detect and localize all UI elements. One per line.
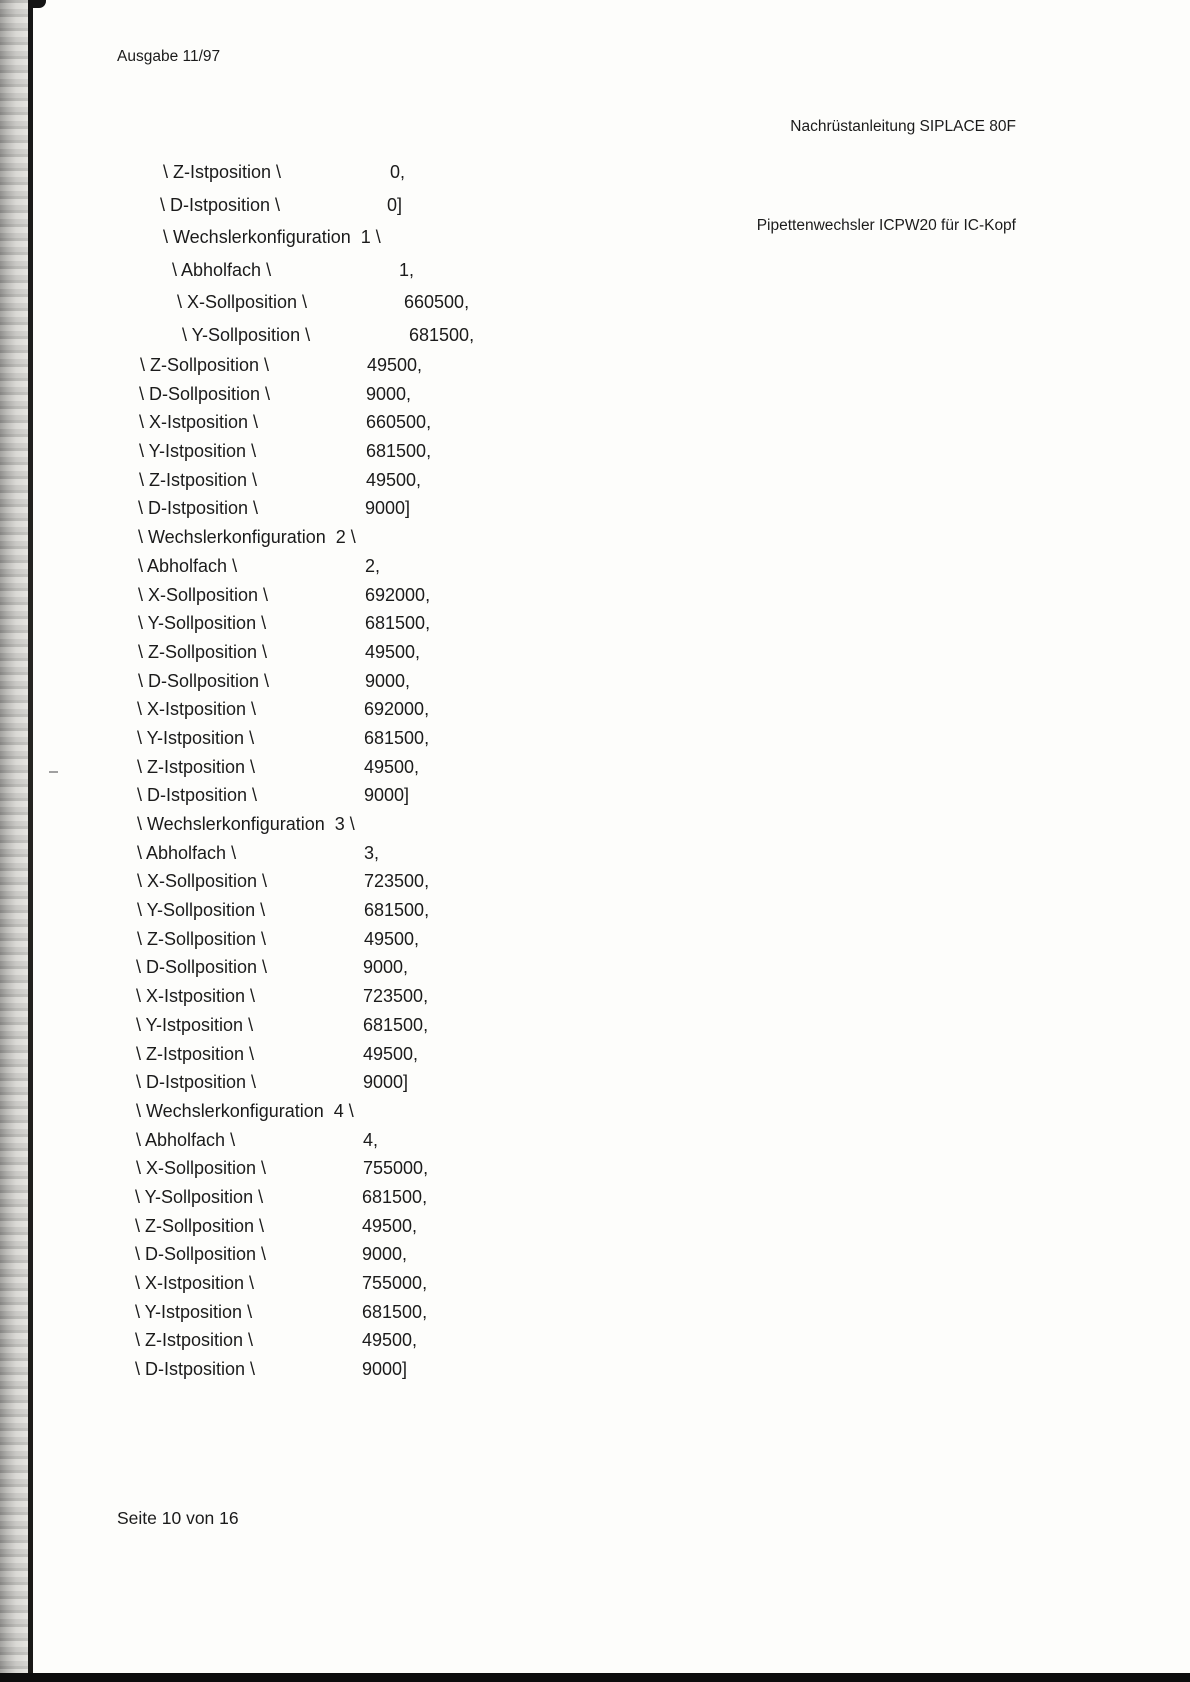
listing-line <box>135 1298 474 1327</box>
listing-line <box>135 156 474 189</box>
line-label: \ D-Istposition \ <box>137 785 258 806</box>
line-label: \ D-Sollposition \ <box>139 383 271 404</box>
listing-line <box>135 810 474 839</box>
listing-line <box>135 408 474 437</box>
listing-line <box>135 638 474 667</box>
line-value: 692000, <box>365 584 431 605</box>
line-label: \ X-Sollposition \ <box>136 1158 267 1179</box>
line-label: \ Z-Sollposition \ <box>135 1215 265 1236</box>
header-edition-label: Ausgabe 11/97 <box>117 48 221 65</box>
listing-line <box>135 896 474 925</box>
line-value: 681500, <box>362 1301 428 1322</box>
line-label: \ D-Sollposition \ <box>135 1244 267 1265</box>
line-value: 4, <box>363 1129 379 1150</box>
scan-edge-line <box>28 0 33 1682</box>
line-label: \ D-Sollposition \ <box>136 957 268 978</box>
line-label: \ Y-Istposition \ <box>137 727 255 748</box>
line-label: \ D-Istposition \ <box>138 498 259 519</box>
line-label: \ Z-Istposition \ <box>139 469 258 490</box>
line-value: 660500, <box>404 292 470 312</box>
listing-line <box>135 1326 474 1355</box>
listing-line <box>135 466 474 495</box>
listing-line <box>135 753 474 782</box>
line-label: \ Y-Istposition \ <box>135 1301 253 1322</box>
line-value: 692000, <box>364 699 430 720</box>
listing-line <box>135 1269 474 1298</box>
scan-corner-blob <box>29 0 46 8</box>
line-label: \ Wechslerkonfiguration 1 \ <box>163 227 381 247</box>
listing-line <box>135 221 474 254</box>
line-value: 681500, <box>364 727 430 748</box>
line-value: 681500, <box>409 324 475 345</box>
line-label: \ Z-Sollposition \ <box>137 928 267 949</box>
listing-line <box>135 1068 474 1097</box>
line-value: 49500, <box>366 469 422 490</box>
line-label: \ Y-Sollposition \ <box>138 613 267 634</box>
line-value: 755000, <box>362 1273 428 1293</box>
line-label: \ Z-Istposition \ <box>135 1330 254 1351</box>
listing-line <box>135 380 474 409</box>
listing-line <box>135 1097 474 1126</box>
line-label: \ D-Istposition \ <box>160 194 281 215</box>
line-label: \ Z-Istposition \ <box>137 756 256 777</box>
listing-line <box>135 1355 474 1384</box>
page-number: Seite 10 von 16 <box>117 1508 239 1528</box>
listing-line <box>135 953 474 982</box>
scan-edge-band <box>0 0 28 1682</box>
line-label: \ Z-Sollposition \ <box>138 641 268 662</box>
line-label: \ X-Istposition \ <box>135 1273 255 1293</box>
listing-line <box>135 867 474 896</box>
listing-line <box>135 1154 474 1183</box>
line-value: 3, <box>364 842 380 863</box>
line-value: 49500, <box>362 1215 418 1236</box>
listing-line <box>135 609 474 638</box>
line-label: \ X-Istposition \ <box>137 699 257 720</box>
line-value: 49500, <box>364 928 420 949</box>
listing-line <box>135 1183 474 1212</box>
line-label: \ Y-Istposition \ <box>139 441 257 462</box>
line-label: \ X-Sollposition \ <box>137 871 268 892</box>
line-value: 9000] <box>365 498 411 519</box>
line-value: 660500, <box>366 412 432 433</box>
line-label: \ Z-Istposition \ <box>136 1043 255 1064</box>
listing-line <box>135 286 474 319</box>
listing-line <box>135 781 474 810</box>
line-label: \ Abholfach \ <box>137 842 237 863</box>
listing-line <box>135 319 474 352</box>
configuration-listing <box>135 156 474 1384</box>
line-label: \ Wechslerkonfiguration 4 \ <box>136 1100 354 1121</box>
line-label: \ Y-Sollposition \ <box>135 1186 264 1207</box>
header-title-line2: Pipettenwechsler ICPW20 für IC-Kopf <box>756 217 1016 234</box>
listing-line <box>135 724 474 753</box>
line-value: 681500, <box>366 441 432 462</box>
line-label: \ Wechslerkonfiguration 3 \ <box>137 814 355 834</box>
listing-line <box>135 1040 474 1069</box>
listing-line <box>135 351 474 380</box>
listing-line <box>135 1126 474 1155</box>
line-value: 9000, <box>363 957 409 978</box>
line-value: 49500, <box>365 641 421 662</box>
listing-line <box>135 695 474 724</box>
listing-line <box>135 189 474 222</box>
listing-line <box>135 1212 474 1241</box>
line-label: \ Abholfach \ <box>136 1129 236 1150</box>
line-label: \ D-Istposition \ <box>136 1072 257 1093</box>
line-value: 49500, <box>367 355 423 375</box>
line-value: 681500, <box>363 1014 429 1035</box>
listing-line <box>135 552 474 581</box>
line-value: 9000, <box>366 383 412 404</box>
line-label: \ Z-Sollposition \ <box>140 355 270 375</box>
line-value: 9000, <box>362 1244 408 1265</box>
line-value: 9000] <box>363 1072 409 1093</box>
line-label: \ Y-Istposition \ <box>136 1014 254 1035</box>
line-label: \ D-Istposition \ <box>135 1359 256 1380</box>
line-label: \ Wechslerkonfiguration 2 \ <box>138 527 356 548</box>
line-value: 2, <box>365 555 381 576</box>
line-value: 0] <box>387 194 403 215</box>
listing-line <box>135 523 474 552</box>
listing-line <box>135 1011 474 1040</box>
scan-speck <box>49 771 58 773</box>
line-value: 9000, <box>365 670 411 691</box>
line-value: 723500, <box>364 871 430 892</box>
header-title-block <box>757 44 1016 275</box>
header-title-line1: Nachrüstanleitung SIPLACE 80F <box>790 118 1016 135</box>
line-label: \ Y-Sollposition \ <box>137 900 266 921</box>
line-value: 9000] <box>362 1359 408 1380</box>
line-value: 681500, <box>364 900 430 921</box>
line-label: \ Y-Sollposition \ <box>182 324 311 345</box>
line-label: \ Abholfach \ <box>138 555 238 576</box>
line-value: 755000, <box>363 1158 429 1179</box>
line-value: 1, <box>399 259 415 280</box>
line-value: 681500, <box>365 613 431 634</box>
listing-line <box>135 982 474 1011</box>
scan-bottom-bar <box>0 1673 1190 1682</box>
line-label: \ Abholfach \ <box>172 259 272 280</box>
line-label: \ X-Sollposition \ <box>177 292 308 312</box>
line-label: \ X-Sollposition \ <box>138 584 269 605</box>
listing-line <box>135 254 474 287</box>
line-value: 681500, <box>362 1186 428 1207</box>
listing-line <box>135 437 474 466</box>
line-value: 49500, <box>363 1043 419 1064</box>
line-value: 49500, <box>362 1330 418 1351</box>
listing-line <box>135 494 474 523</box>
listing-line <box>135 925 474 954</box>
line-value: 0, <box>390 162 406 182</box>
listing-line <box>135 581 474 610</box>
line-value: 9000] <box>364 785 410 806</box>
line-label: \ Z-Istposition \ <box>163 162 282 182</box>
line-label: \ X-Istposition \ <box>136 986 256 1007</box>
line-value: 723500, <box>363 986 429 1007</box>
listing-line <box>135 839 474 868</box>
listing-line <box>135 667 474 696</box>
line-label: \ X-Istposition \ <box>139 412 259 433</box>
listing-line <box>135 1240 474 1269</box>
line-value: 49500, <box>364 756 420 777</box>
line-label: \ D-Sollposition \ <box>138 670 270 691</box>
